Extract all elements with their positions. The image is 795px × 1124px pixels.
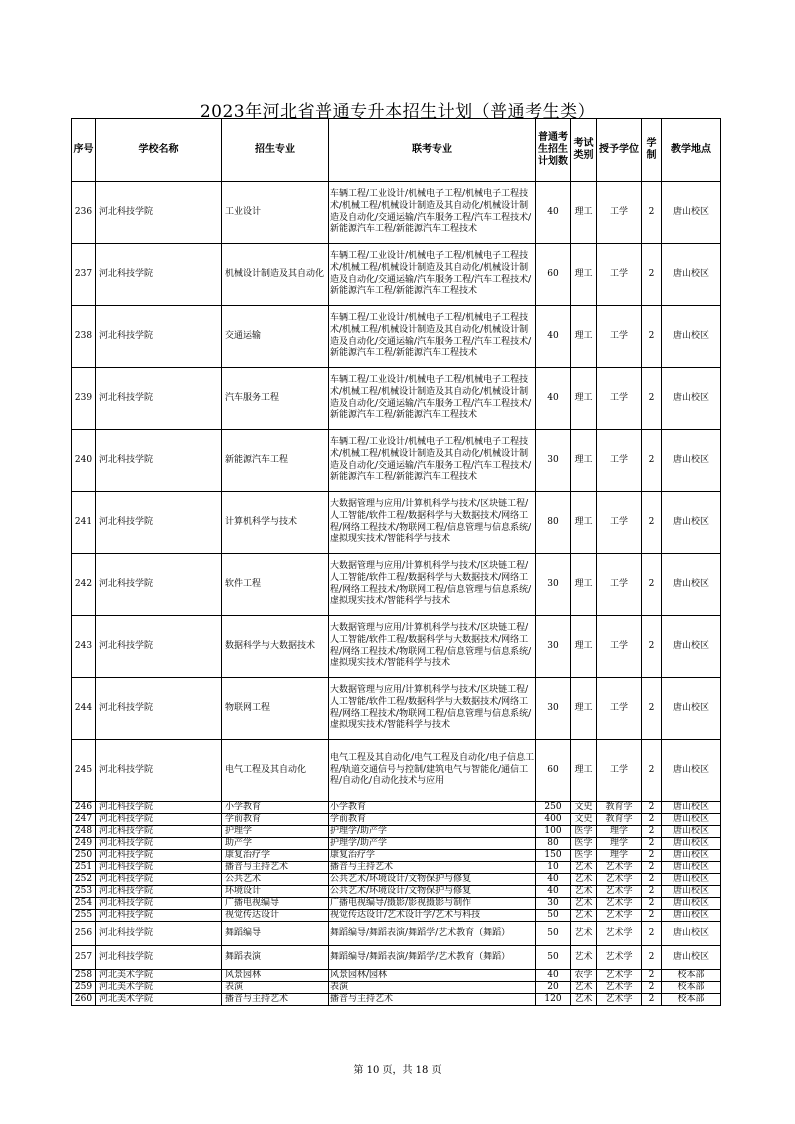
- cell-duration: 2: [642, 898, 662, 910]
- table-row: [72, 910, 721, 922]
- cell-school: 河北科技学院: [96, 838, 222, 850]
- cell-seq: 250: [72, 850, 96, 862]
- cell-degree: 工学: [597, 554, 642, 616]
- table-row: [72, 874, 721, 886]
- table-row: [72, 946, 721, 970]
- cell-exam-major: 学前教育: [329, 814, 536, 826]
- cell-school: 河北科技学院: [96, 244, 222, 306]
- cell-degree: 工学: [597, 368, 642, 430]
- cell-degree: 工学: [597, 306, 642, 368]
- cell-degree: 艺术学: [597, 898, 642, 910]
- cell-degree: 工学: [597, 492, 642, 554]
- table-row: [72, 814, 721, 826]
- cell-duration: 2: [642, 994, 662, 1006]
- cell-major: 播音与主持艺术: [222, 862, 329, 874]
- cell-quota: 60: [536, 740, 571, 802]
- cell-exam-major: 护理学/助产学: [329, 838, 536, 850]
- cell-exam-major: 护理学/助产学: [329, 826, 536, 838]
- cell-location: 唐山校区: [662, 678, 721, 740]
- cell-category: 医学: [571, 826, 597, 838]
- cell-exam-major: 大数据管理与应用/计算机科学与技术/区块链工程/人工智能/软件工程/数据科学与大数据技术/网络工程/网络工程技术/物联网工程/信息管理与信息系统/虚拟现实技术/智能科学与技术: [329, 678, 536, 740]
- cell-category: 艺术: [571, 946, 597, 970]
- cell-location: 唐山校区: [662, 306, 721, 368]
- cell-school: 河北美术学院: [96, 982, 222, 994]
- cell-location: 唐山校区: [662, 802, 721, 814]
- cell-degree: 理学: [597, 838, 642, 850]
- cell-location: 校本部: [662, 994, 721, 1006]
- cell-major: 表演: [222, 982, 329, 994]
- cell-quota: 50: [536, 946, 571, 970]
- cell-seq: 237: [72, 244, 96, 306]
- cell-location: 唐山校区: [662, 898, 721, 910]
- cell-location: 唐山校区: [662, 922, 721, 946]
- cell-category: 艺术: [571, 886, 597, 898]
- cell-seq: 245: [72, 740, 96, 802]
- cell-degree: 艺术学: [597, 994, 642, 1006]
- cell-school: 河北科技学院: [96, 616, 222, 678]
- cell-major: 机械设计制造及其自动化: [222, 244, 329, 306]
- table-row: [72, 182, 721, 244]
- cell-quota: 250: [536, 802, 571, 814]
- cell-degree: 教育学: [597, 802, 642, 814]
- cell-seq: 241: [72, 492, 96, 554]
- cell-duration: 2: [642, 740, 662, 802]
- table-row: [72, 554, 721, 616]
- cell-location: 唐山校区: [662, 826, 721, 838]
- cell-school: 河北科技学院: [96, 554, 222, 616]
- header-quota: 普通考生招生计划数: [536, 119, 571, 182]
- cell-school: 河北科技学院: [96, 850, 222, 862]
- cell-quota: 30: [536, 616, 571, 678]
- cell-major: 数据科学与大数据技术: [222, 616, 329, 678]
- cell-quota: 60: [536, 244, 571, 306]
- page-title: 2023年河北省普通专升本招生计划（普通考生类）: [199, 102, 596, 122]
- table-row: [72, 306, 721, 368]
- cell-quota: 100: [536, 826, 571, 838]
- table-row: [72, 886, 721, 898]
- table-row: [72, 802, 721, 814]
- cell-exam-major: 舞蹈编导/舞蹈表演/舞蹈学/艺术教育（舞蹈）: [329, 946, 536, 970]
- cell-degree: 理学: [597, 826, 642, 838]
- cell-category: 理工: [571, 430, 597, 492]
- table-row: [72, 922, 721, 946]
- cell-degree: 工学: [597, 244, 642, 306]
- cell-duration: 2: [642, 838, 662, 850]
- cell-seq: 255: [72, 910, 96, 922]
- cell-major: 广播电视编导: [222, 898, 329, 910]
- cell-school: 河北科技学院: [96, 886, 222, 898]
- cell-major: 交通运输: [222, 306, 329, 368]
- cell-school: 河北美术学院: [96, 994, 222, 1006]
- cell-quota: 40: [536, 886, 571, 898]
- header-duration: 学制: [642, 119, 662, 182]
- cell-major: 小学教育: [222, 802, 329, 814]
- cell-school: 河北科技学院: [96, 492, 222, 554]
- cell-category: 理工: [571, 492, 597, 554]
- cell-seq: 247: [72, 814, 96, 826]
- cell-seq: 252: [72, 874, 96, 886]
- cell-exam-major: 广播电视编导/摄影/影视摄影与制作: [329, 898, 536, 910]
- cell-quota: 40: [536, 368, 571, 430]
- cell-seq: 249: [72, 838, 96, 850]
- cell-duration: 2: [642, 368, 662, 430]
- cell-school: 河北科技学院: [96, 946, 222, 970]
- cell-category: 理工: [571, 616, 597, 678]
- cell-exam-major: 舞蹈编导/舞蹈表演/舞蹈学/艺术教育（舞蹈）: [329, 922, 536, 946]
- cell-degree: 艺术学: [597, 910, 642, 922]
- cell-exam-major: 小学教育: [329, 802, 536, 814]
- table-row: [72, 862, 721, 874]
- cell-duration: 2: [642, 306, 662, 368]
- cell-quota: 80: [536, 492, 571, 554]
- cell-duration: 2: [642, 886, 662, 898]
- cell-quota: 10: [536, 862, 571, 874]
- cell-exam-major: 康复治疗学: [329, 850, 536, 862]
- cell-school: 河北科技学院: [96, 814, 222, 826]
- cell-duration: 2: [642, 826, 662, 838]
- cell-major: 工业设计: [222, 182, 329, 244]
- cell-duration: 2: [642, 862, 662, 874]
- header-location: 教学地点: [662, 119, 721, 182]
- cell-quota: 150: [536, 850, 571, 862]
- table-row: [72, 430, 721, 492]
- cell-school: 河北科技学院: [96, 182, 222, 244]
- cell-major: 公共艺术: [222, 874, 329, 886]
- cell-category: 理工: [571, 368, 597, 430]
- cell-category: 文史: [571, 802, 597, 814]
- cell-degree: 工学: [597, 430, 642, 492]
- cell-school: 河北科技学院: [96, 740, 222, 802]
- cell-seq: 256: [72, 922, 96, 946]
- table-row: [72, 492, 721, 554]
- cell-degree: 艺术学: [597, 946, 642, 970]
- cell-major: 电气工程及其自动化: [222, 740, 329, 802]
- cell-location: 唐山校区: [662, 838, 721, 850]
- cell-location: 校本部: [662, 970, 721, 982]
- table-row: [72, 838, 721, 850]
- cell-location: 唐山校区: [662, 886, 721, 898]
- cell-duration: 2: [642, 616, 662, 678]
- cell-exam-major: 大数据管理与应用/计算机科学与技术/区块链工程/人工智能/软件工程/数据科学与大数据技术/网络工程/网络工程技术/物联网工程/信息管理与信息系统/虚拟现实技术/智能科学与技术: [329, 492, 536, 554]
- cell-major: 风景园林: [222, 970, 329, 982]
- cell-degree: 艺术学: [597, 886, 642, 898]
- table-row: [72, 898, 721, 910]
- cell-degree: 艺术学: [597, 874, 642, 886]
- table-row: [72, 368, 721, 430]
- cell-category: 文史: [571, 814, 597, 826]
- cell-school: 河北科技学院: [96, 802, 222, 814]
- cell-exam-major: 视觉传达设计/艺术设计学/艺术与科技: [329, 910, 536, 922]
- table-header-row: [72, 119, 721, 182]
- header-degree: 授予学位: [597, 119, 642, 182]
- cell-exam-major: 车辆工程/工业设计/机械电子工程/机械电子工程技术/机械工程/机械设计制造及其自动化/机械设计制造及自动化/交通运输/汽车服务工程/汽车工程技术/新能源汽车工程/新能源汽车工程技术: [329, 182, 536, 244]
- cell-exam-major: 播音与主持艺术: [329, 994, 536, 1006]
- cell-quota: 120: [536, 994, 571, 1006]
- table-row: [72, 244, 721, 306]
- cell-category: 艺术: [571, 922, 597, 946]
- cell-exam-major: 大数据管理与应用/计算机科学与技术/区块链工程/人工智能/软件工程/数据科学与大数据技术/网络工程/网络工程技术/物联网工程/信息管理与信息系统/虚拟现实技术/智能科学与技术: [329, 554, 536, 616]
- cell-major: 康复治疗学: [222, 850, 329, 862]
- cell-school: 河北科技学院: [96, 430, 222, 492]
- cell-major: 播音与主持艺术: [222, 994, 329, 1006]
- cell-category: 农学: [571, 970, 597, 982]
- cell-seq: 254: [72, 898, 96, 910]
- cell-major: 软件工程: [222, 554, 329, 616]
- page-footer: 第 10 页，共 18 页: [353, 1065, 442, 1076]
- cell-quota: 400: [536, 814, 571, 826]
- cell-major: 护理学: [222, 826, 329, 838]
- cell-degree: 工学: [597, 678, 642, 740]
- cell-duration: 2: [642, 922, 662, 946]
- table-row: [72, 740, 721, 802]
- cell-duration: 2: [642, 982, 662, 994]
- cell-degree: 工学: [597, 616, 642, 678]
- cell-category: 艺术: [571, 910, 597, 922]
- cell-location: 唐山校区: [662, 182, 721, 244]
- cell-exam-major: 播音与主持艺术: [329, 862, 536, 874]
- cell-exam-major: 车辆工程/工业设计/机械电子工程/机械电子工程技术/机械工程/机械设计制造及其自动化/机械设计制造及自动化/交通运输/汽车服务工程/汽车工程技术/新能源汽车工程/新能源汽车工程技术: [329, 368, 536, 430]
- cell-seq: 238: [72, 306, 96, 368]
- header-category: 考试类别: [571, 119, 597, 182]
- cell-degree: 艺术学: [597, 982, 642, 994]
- table-row: [72, 826, 721, 838]
- cell-category: 理工: [571, 306, 597, 368]
- cell-major: 环境设计: [222, 886, 329, 898]
- cell-major: 舞蹈表演: [222, 946, 329, 970]
- cell-category: 理工: [571, 554, 597, 616]
- cell-location: 唐山校区: [662, 814, 721, 826]
- cell-major: 汽车服务工程: [222, 368, 329, 430]
- cell-category: 理工: [571, 740, 597, 802]
- cell-location: 校本部: [662, 982, 721, 994]
- table-row: [72, 616, 721, 678]
- cell-location: 唐山校区: [662, 430, 721, 492]
- cell-location: 唐山校区: [662, 244, 721, 306]
- cell-degree: 艺术学: [597, 970, 642, 982]
- cell-quota: 30: [536, 554, 571, 616]
- cell-duration: 2: [642, 182, 662, 244]
- table-row: [72, 982, 721, 994]
- cell-location: 唐山校区: [662, 946, 721, 970]
- cell-location: 唐山校区: [662, 850, 721, 862]
- cell-seq: 244: [72, 678, 96, 740]
- cell-quota: 40: [536, 970, 571, 982]
- cell-exam-major: 车辆工程/工业设计/机械电子工程/机械电子工程技术/机械工程/机械设计制造及其自动化/机械设计制造及自动化/交通运输/汽车服务工程/汽车工程技术/新能源汽车工程/新能源汽车工程技术: [329, 306, 536, 368]
- header-major: 招生专业: [222, 119, 329, 182]
- cell-location: 唐山校区: [662, 616, 721, 678]
- cell-exam-major: 风景园林/园林: [329, 970, 536, 982]
- cell-duration: 2: [642, 850, 662, 862]
- cell-major: 视觉传达设计: [222, 910, 329, 922]
- cell-seq: 257: [72, 946, 96, 970]
- cell-category: 艺术: [571, 982, 597, 994]
- cell-quota: 30: [536, 678, 571, 740]
- cell-degree: 艺术学: [597, 862, 642, 874]
- cell-school: 河北科技学院: [96, 910, 222, 922]
- cell-seq: 239: [72, 368, 96, 430]
- cell-quota: 40: [536, 306, 571, 368]
- cell-quota: 40: [536, 182, 571, 244]
- cell-school: 河北科技学院: [96, 874, 222, 886]
- cell-seq: 259: [72, 982, 96, 994]
- cell-duration: 2: [642, 244, 662, 306]
- cell-location: 唐山校区: [662, 368, 721, 430]
- cell-degree: 理学: [597, 850, 642, 862]
- cell-location: 唐山校区: [662, 492, 721, 554]
- cell-location: 唐山校区: [662, 554, 721, 616]
- cell-duration: 2: [642, 554, 662, 616]
- cell-duration: 2: [642, 678, 662, 740]
- cell-school: 河北科技学院: [96, 368, 222, 430]
- cell-duration: 2: [642, 814, 662, 826]
- cell-seq: 240: [72, 430, 96, 492]
- cell-school: 河北科技学院: [96, 306, 222, 368]
- cell-duration: 2: [642, 430, 662, 492]
- cell-category: 艺术: [571, 862, 597, 874]
- table-row: [72, 850, 721, 862]
- cell-major: 物联网工程: [222, 678, 329, 740]
- cell-exam-major: 电气工程及其自动化/电气工程及自动化/电子信息工程/轨道交通信号与控制/建筑电气与智能化/通信工程/自动化/自动化技术与应用: [329, 740, 536, 802]
- cell-degree: 艺术学: [597, 922, 642, 946]
- cell-location: 唐山校区: [662, 862, 721, 874]
- cell-school: 河北科技学院: [96, 826, 222, 838]
- cell-location: 唐山校区: [662, 740, 721, 802]
- cell-quota: 30: [536, 898, 571, 910]
- cell-exam-major: 车辆工程/工业设计/机械电子工程/机械电子工程技术/机械工程/机械设计制造及其自动化/机械设计制造及自动化/交通运输/汽车服务工程/汽车工程技术/新能源汽车工程/新能源汽车工程技术: [329, 430, 536, 492]
- cell-category: 理工: [571, 678, 597, 740]
- table-row: [72, 970, 721, 982]
- cell-major: 舞蹈编导: [222, 922, 329, 946]
- table-row: [72, 678, 721, 740]
- cell-category: 艺术: [571, 874, 597, 886]
- cell-seq: 243: [72, 616, 96, 678]
- cell-category: 医学: [571, 850, 597, 862]
- cell-seq: 260: [72, 994, 96, 1006]
- cell-seq: 248: [72, 826, 96, 838]
- cell-duration: 2: [642, 970, 662, 982]
- cell-major: 计算机科学与技术: [222, 492, 329, 554]
- cell-major: 助产学: [222, 838, 329, 850]
- cell-seq: 246: [72, 802, 96, 814]
- cell-exam-major: 车辆工程/工业设计/机械电子工程/机械电子工程技术/机械工程/机械设计制造及其自动化/机械设计制造及自动化/交通运输/汽车服务工程/汽车工程技术/新能源汽车工程/新能源汽车工程技术: [329, 244, 536, 306]
- cell-quota: 30: [536, 430, 571, 492]
- cell-duration: 2: [642, 874, 662, 886]
- table-row: [72, 994, 721, 1006]
- cell-category: 艺术: [571, 898, 597, 910]
- cell-category: 艺术: [571, 994, 597, 1006]
- cell-exam-major: 公共艺术/环境设计/文物保护与修复: [329, 886, 536, 898]
- cell-quota: 50: [536, 922, 571, 946]
- cell-duration: 2: [642, 492, 662, 554]
- cell-location: 唐山校区: [662, 910, 721, 922]
- cell-degree: 工学: [597, 182, 642, 244]
- cell-seq: 242: [72, 554, 96, 616]
- header-school: 学校名称: [96, 119, 222, 182]
- cell-quota: 50: [536, 910, 571, 922]
- cell-duration: 2: [642, 946, 662, 970]
- cell-school: 河北科技学院: [96, 678, 222, 740]
- cell-major: 新能源汽车工程: [222, 430, 329, 492]
- cell-duration: 2: [642, 910, 662, 922]
- cell-exam-major: 大数据管理与应用/计算机科学与技术/区块链工程/人工智能/软件工程/数据科学与大数据技术/网络工程/网络工程技术/物联网工程/信息管理与信息系统/虚拟现实技术/智能科学与技术: [329, 616, 536, 678]
- cell-category: 理工: [571, 182, 597, 244]
- cell-school: 河北科技学院: [96, 922, 222, 946]
- cell-quota: 20: [536, 982, 571, 994]
- cell-seq: 251: [72, 862, 96, 874]
- cell-school: 河北科技学院: [96, 898, 222, 910]
- cell-category: 理工: [571, 244, 597, 306]
- cell-location: 唐山校区: [662, 874, 721, 886]
- cell-school: 河北科技学院: [96, 862, 222, 874]
- cell-seq: 236: [72, 182, 96, 244]
- cell-major: 学前教育: [222, 814, 329, 826]
- cell-degree: 工学: [597, 740, 642, 802]
- cell-exam-major: 公共艺术/环境设计/文物保护与修复: [329, 874, 536, 886]
- cell-quota: 80: [536, 838, 571, 850]
- header-seq: 序号: [72, 119, 96, 182]
- cell-seq: 253: [72, 886, 96, 898]
- cell-quota: 40: [536, 874, 571, 886]
- cell-duration: 2: [642, 802, 662, 814]
- enrollment-table: [71, 118, 721, 1006]
- cell-school: 河北美术学院: [96, 970, 222, 982]
- cell-degree: 教育学: [597, 814, 642, 826]
- cell-category: 医学: [571, 838, 597, 850]
- header-exam-major: 联考专业: [329, 119, 536, 182]
- cell-exam-major: 表演: [329, 982, 536, 994]
- cell-seq: 258: [72, 970, 96, 982]
